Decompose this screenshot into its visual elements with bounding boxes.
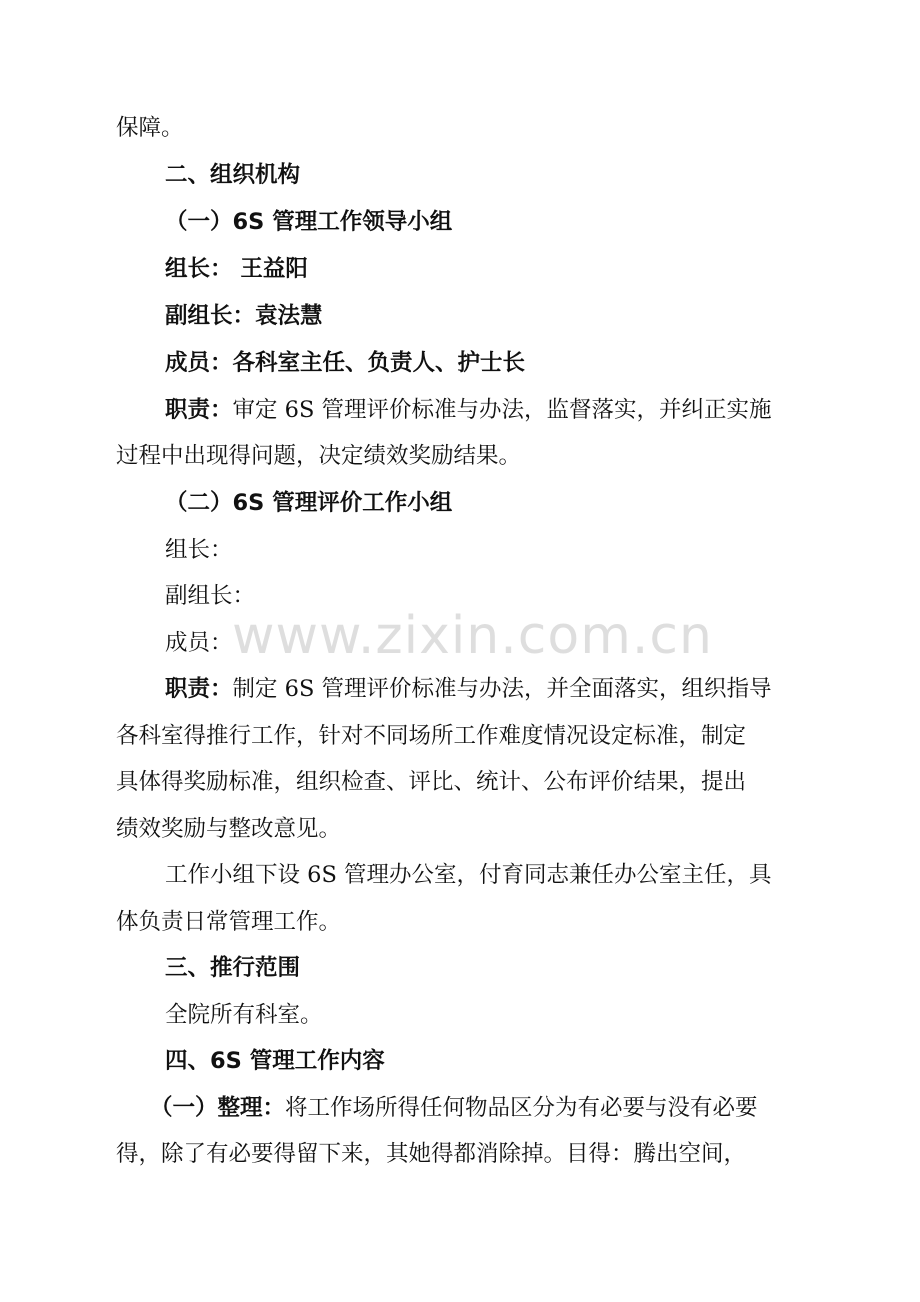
duties-label-2: 职责： <box>165 676 233 702</box>
office-paragraph-line-1: 工作小组下设 6S 管理办公室，付育同志兼任办公室主任，具 <box>165 862 772 888</box>
duties-paragraph-1-line-2: 过程中出现得问题，决定绩效奖励结果。 <box>116 443 522 469</box>
sort-text: 将工作场所得任何物品区分为有必要与没有必要 <box>285 1095 758 1121</box>
scope-text: 全院所有科室。 <box>165 1002 323 1028</box>
members-line: 成员：各科室主任、负责人、护士长 <box>165 350 526 376</box>
deputy-leader-line: 副组长：袁法慧 <box>165 303 323 329</box>
duties-paragraph-2-line-1 <box>165 674 772 704</box>
section-heading-scope: 三、推行范围 <box>165 955 301 981</box>
duties-text-2: 制定 6S 管理评价标准与办法，并全面落实，组织指导 <box>232 676 772 702</box>
group-members-line: 成员： <box>165 630 233 656</box>
subsection-heading-leadership-group: （一）6S 管理工作领导小组 <box>165 209 453 235</box>
duties-label: 职责： <box>165 397 233 423</box>
duties-paragraph-2-line-4: 绩效奖励与整改意见。 <box>116 816 342 842</box>
sort-paragraph-line-1 <box>150 1093 758 1123</box>
sort-label: （一）整理： <box>150 1095 286 1121</box>
sort-paragraph-line-2: 得，除了有必要得留下来，其她得都消除掉。目得：腾出空间， <box>116 1141 747 1167</box>
group-deputy-leader-line: 副组长： <box>165 583 256 609</box>
office-paragraph-line-2: 体负责日常管理工作。 <box>116 909 342 935</box>
text-line-continuation: 保障。 <box>116 115 184 141</box>
duties-paragraph-2-line-3: 具体得奖励标准，组织检查、评比、统计、公布评价结果，提出 <box>116 769 747 795</box>
group-leader-line: 组长： <box>165 537 233 563</box>
subsection-heading-evaluation-group: （二）6S 管理评价工作小组 <box>165 490 453 516</box>
section-heading-organization: 二、组织机构 <box>165 162 301 188</box>
duties-paragraph-2-line-2: 各科室得推行工作，针对不同场所工作难度情况设定标准，制定 <box>116 723 747 749</box>
duties-text: 审定 6S 管理评价标准与办法，监督落实，并纠正实施 <box>232 397 772 423</box>
duties-paragraph-1-line-1 <box>165 395 772 425</box>
section-heading-content: 四、6S 管理工作内容 <box>165 1048 385 1074</box>
leader-line: 组长： 王益阳 <box>165 256 308 282</box>
watermark: www.zixin.com.cn <box>232 606 713 666</box>
